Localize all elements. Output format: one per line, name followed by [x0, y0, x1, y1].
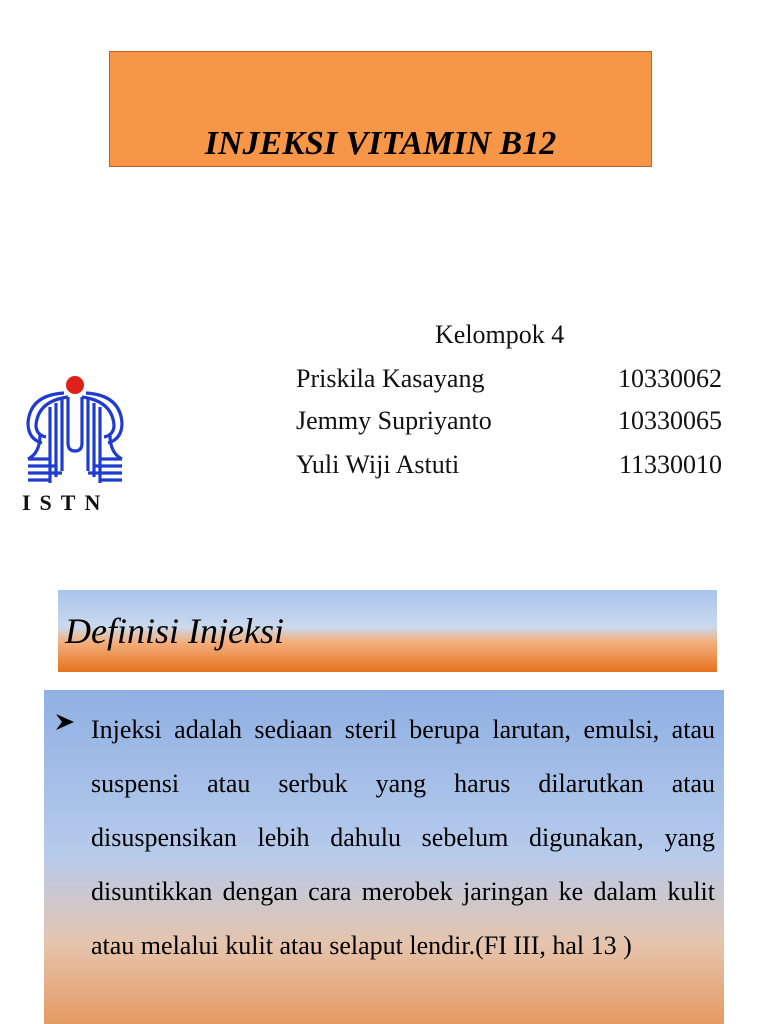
member-name: Yuli Wiji Astuti	[296, 450, 460, 479]
section-heading-bar	[58, 590, 717, 672]
member-row	[296, 406, 722, 438]
group-label: Kelompok 4	[435, 320, 565, 349]
section-heading: Definisi Injeksi	[65, 611, 284, 651]
logo-label: ISTN	[22, 490, 110, 515]
definition-text: Injeksi adalah sediaan steril berupa larutan, emulsi, atau suspensi atau serbuk yang harus dilarutkan atau disuspensikan lebih dahulu sebelum digunakan, yang disuntikkan dengan cara merobek jaringan ke dalam kulit atau melalui kulit atau selaput lendir.(FI III, hal 13 )	[91, 715, 715, 960]
arrow-bullet-icon	[54, 712, 76, 738]
member-nim: 10330065	[618, 406, 722, 435]
member-nim: 10330062	[618, 364, 722, 393]
member-name: Priskila Kasayang	[296, 364, 485, 393]
definition-box	[44, 690, 724, 1024]
member-nim: 11330010	[618, 450, 722, 479]
logo-red-ball	[66, 376, 84, 394]
member-name: Jemmy Supriyanto	[296, 406, 492, 435]
member-row	[296, 450, 722, 482]
slide-title: INJEKSI VITAMIN B12	[204, 125, 557, 162]
title-box	[109, 51, 652, 167]
member-row	[296, 364, 722, 396]
